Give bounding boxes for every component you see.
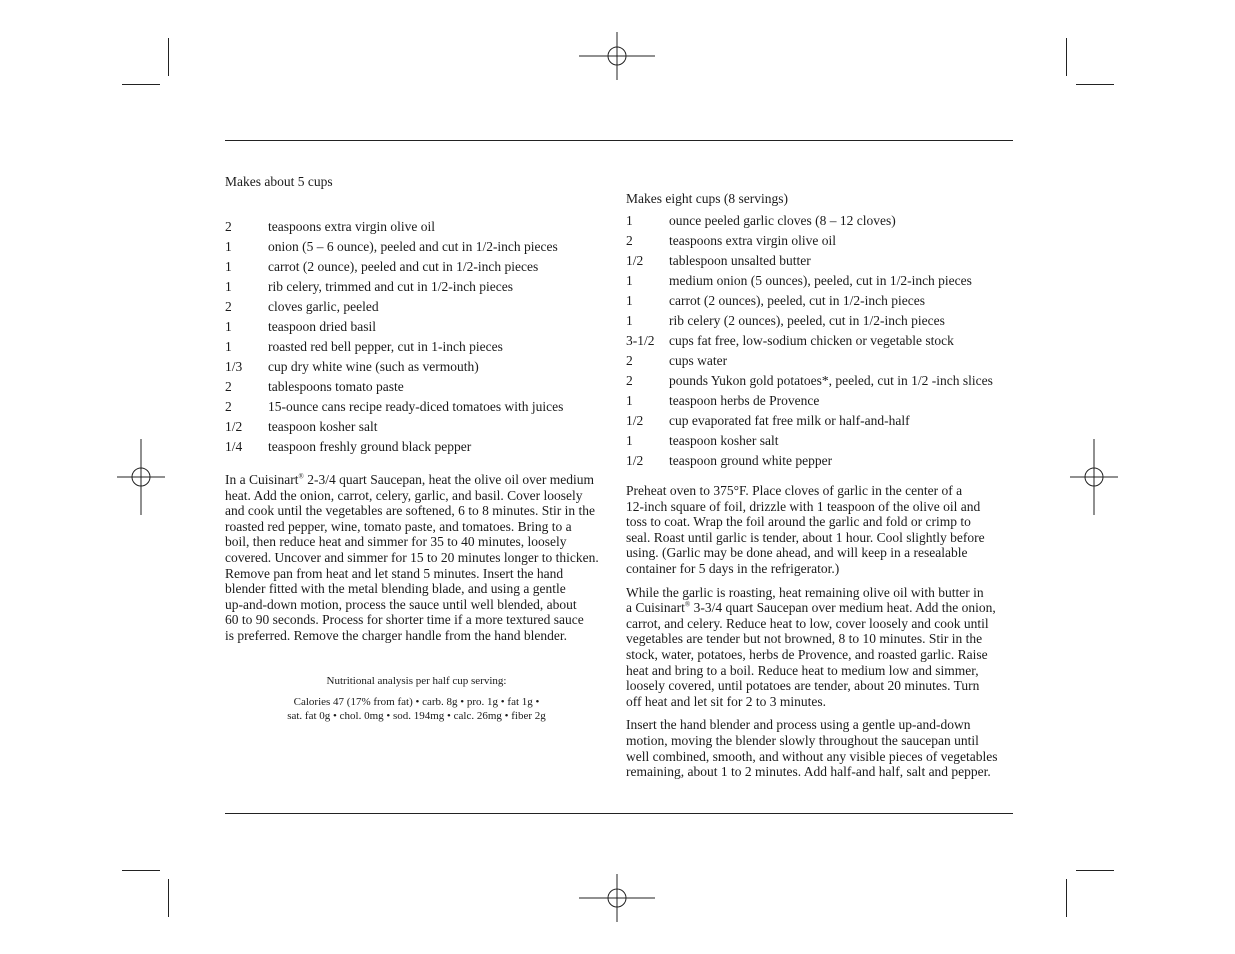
ingredient-item: cups water xyxy=(669,353,728,368)
ingredient-row xyxy=(225,397,615,417)
ingredient-item: cups fat free, low-sodium chicken or vegetable stock xyxy=(669,333,954,348)
ingredient-qty: 1 xyxy=(225,319,232,334)
ingredient-row xyxy=(225,357,615,377)
nutrition-heading: Nutritional analysis per half cup serving: xyxy=(326,675,507,687)
nutrition-line: Calories 47 (17% from fat) • carb. 8g • pro. 1g • fat 1g • xyxy=(293,696,540,708)
text-line: 12-inch square of foil, drizzle with 1 teaspoon of the olive oil and xyxy=(626,498,981,514)
ingredient-row xyxy=(225,417,615,437)
ingredient-item: teaspoon herbs de Provence xyxy=(669,393,820,408)
ingredient-qty: 2 xyxy=(626,233,633,248)
ingredient-qty: 1/3 xyxy=(225,359,243,374)
ingredient-qty: 1 xyxy=(225,279,232,294)
text-line: carrot, and celery. Reduce heat to low, cover loosely and cook until xyxy=(626,615,989,631)
crop-mark xyxy=(122,84,160,85)
registration-mark-icon xyxy=(103,439,179,515)
ingredient-qty: 3-1/2 xyxy=(626,333,655,348)
ingredient-qty: 1 xyxy=(626,433,633,448)
text-line: Remove pan from heat and let stand 5 minutes. Insert the hand xyxy=(225,565,564,581)
text-line: 2-3/4 quart Saucepan, heat the olive oil over medium xyxy=(303,472,594,487)
ingredient-qty: 1/4 xyxy=(225,439,243,454)
ingredient-qty: 1 xyxy=(626,293,633,308)
ingredient-item: tablespoon unsalted butter xyxy=(669,253,811,268)
ingredient-qty: 1/2 xyxy=(626,453,644,468)
ingredient-item: teaspoon ground white pepper xyxy=(669,453,833,468)
ingredient-row xyxy=(225,377,615,397)
text-line: motion, moving the blender slowly throughout the saucepan until xyxy=(626,732,979,748)
ingredient-item: medium onion (5 ounces), peeled, cut in 1/2-inch pieces xyxy=(669,273,972,288)
ingredient-row xyxy=(225,237,615,257)
text-span: a Cuisinart xyxy=(626,600,685,616)
ingredient-row xyxy=(225,217,615,237)
ingredient-row xyxy=(626,451,1021,471)
right-paragraph-1 xyxy=(626,483,1021,577)
text-line: vegetables are tender but not browned, 8 to 10 minutes. Stir in the xyxy=(626,631,983,647)
bottom-rule xyxy=(225,813,1013,814)
text-line: stock, water, potatoes, herbs de Provence, and roasted garlic. Raise xyxy=(626,646,988,662)
ingredient-qty: 1 xyxy=(225,259,232,274)
ingredient-qty: 2 xyxy=(225,299,232,314)
registered-mark: ® xyxy=(298,472,304,481)
ingredient-item: rib celery, trimmed and cut in 1/2-inch pieces xyxy=(268,279,514,294)
ingredient-row xyxy=(225,437,615,457)
right-yield: Makes eight cups (8 servings) xyxy=(626,191,788,206)
ingredient-item: rib celery (2 ounces), peeled, cut in 1/2-inch pieces xyxy=(669,313,945,328)
top-rule xyxy=(225,140,1013,141)
ingredient-item: tablespoons tomato paste xyxy=(268,379,404,394)
ingredient-item: roasted red bell pepper, cut in 1-inch pieces xyxy=(268,339,503,354)
ingredient-item: cup evaporated fat free milk or half-and-half xyxy=(669,413,910,428)
ingredient-qty: 2 xyxy=(225,399,232,414)
right-paragraph-3 xyxy=(626,717,1021,779)
ingredient-item: teaspoons extra virgin olive oil xyxy=(268,219,435,234)
ingredient-row xyxy=(626,431,1021,451)
ingredient-item: teaspoons extra virgin olive oil xyxy=(669,233,836,248)
ingredient-item: teaspoon kosher salt xyxy=(669,433,779,448)
ingredient-row xyxy=(626,391,1021,411)
ingredient-qty: 1/2 xyxy=(225,419,243,434)
left-instructions xyxy=(225,472,615,644)
ingredient-row xyxy=(626,371,1021,391)
ingredient-row xyxy=(626,351,1021,371)
text-line: heat. Add the onion, carrot, celery, garlic, and basil. Cover loosely xyxy=(225,487,583,503)
text-line: seal. Roast until garlic is tender, about 1 hour. Cool slightly before xyxy=(626,529,985,545)
crop-mark xyxy=(1076,870,1114,871)
right-paragraph-2 xyxy=(626,585,1021,710)
text-line: up-and-down motion, process the sauce until well blended, about xyxy=(225,596,577,612)
ingredient-row xyxy=(225,277,615,297)
ingredient-row xyxy=(626,211,1021,231)
text-span: 3-3/4 quart Saucepan over medium heat. Add the onion, xyxy=(690,600,996,616)
text-line: off heat and let sit for 2 to 3 minutes. xyxy=(626,693,826,709)
ingredient-item: carrot (2 ounce), peeled and cut in 1/2-inch pieces xyxy=(268,259,539,274)
ingredient-item: 15-ounce cans recipe ready-diced tomatoes with juices xyxy=(268,399,564,414)
text-line: roasted red pepper, wine, tomato paste, and tomatoes. Bring to a xyxy=(225,518,572,534)
text-line: heat and bring to a boil. Reduce heat to medium low and simmer, xyxy=(626,662,979,678)
ingredient-item: teaspoon dried basil xyxy=(268,319,376,334)
text-line: loosely covered, until potatoes are tender, about 20 minutes. Turn xyxy=(626,678,980,694)
text-span: In a Cuisinart xyxy=(225,472,299,487)
text-line: boil, then reduce heat and simmer for 35 to 40 minutes, loosely xyxy=(225,534,567,550)
left-ingredient-list xyxy=(225,217,615,457)
ingredient-row xyxy=(225,257,615,277)
right-paragraph-2-text xyxy=(626,616,989,709)
text-line: Preheat oven to 375°F. Place cloves of garlic in the center of a xyxy=(626,483,963,498)
ingredient-row xyxy=(626,251,1021,271)
crop-mark xyxy=(1076,84,1114,85)
crop-mark xyxy=(168,38,169,76)
ingredient-qty: 1 xyxy=(626,393,633,408)
ingredient-item: teaspoon freshly ground black pepper xyxy=(268,439,472,454)
ingredient-item: cup dry white wine (such as vermouth) xyxy=(268,359,479,374)
ingredient-row xyxy=(626,311,1021,331)
registration-mark-icon xyxy=(579,860,655,936)
crop-mark xyxy=(168,879,169,917)
crop-mark xyxy=(1066,38,1067,76)
crop-mark xyxy=(1066,879,1067,917)
text-line: is preferred. Remove the charger handle from the hand blender. xyxy=(225,627,567,643)
ingredient-row xyxy=(626,231,1021,251)
ingredient-qty: 1 xyxy=(626,313,633,328)
ingredient-row xyxy=(626,271,1021,291)
left-recipe xyxy=(225,172,615,644)
ingredient-qty: 2 xyxy=(626,373,633,388)
ingredient-qty: 1 xyxy=(225,339,232,354)
registration-mark-icon xyxy=(579,18,655,94)
crop-mark xyxy=(122,870,160,871)
text-line: remaining, about 1 to 2 minutes. Add half-and half, salt and pepper. xyxy=(626,764,991,780)
text-span: While the garlic is roasting, heat remaining olive oil with butter in xyxy=(626,584,984,600)
ingredient-qty: 2 xyxy=(626,353,633,368)
ingredient-qty: 1/2 xyxy=(626,253,644,268)
right-recipe xyxy=(626,189,1021,780)
ingredient-item: ounce peeled garlic cloves (8 – 12 cloves) xyxy=(669,213,896,228)
registration-mark-icon xyxy=(1056,439,1132,515)
ingredient-item: onion (5 – 6 ounce), peeled and cut in 1/2-inch pieces xyxy=(268,239,558,254)
left-yield: Makes about 5 cups xyxy=(225,174,333,189)
text-line: 60 to 90 seconds. Process for shorter time if a more textured sauce xyxy=(225,612,584,628)
ingredient-item: teaspoon kosher salt xyxy=(268,419,378,434)
left-instructions-text xyxy=(225,472,599,643)
ingredient-row xyxy=(626,331,1021,351)
ingredient-qty: 2 xyxy=(225,379,232,394)
registered-mark: ® xyxy=(684,600,691,609)
nutrition-line: sat. fat 0g • chol. 0mg • sod. 194mg • calc. 26mg • fiber 2g xyxy=(287,710,546,722)
right-ingredient-list xyxy=(626,211,1021,471)
ingredient-qty: 2 xyxy=(225,219,232,234)
text-line: blender fitted with the metal blending blade, and using a gentle xyxy=(225,581,566,597)
ingredient-qty: 1 xyxy=(225,239,232,254)
ingredient-qty: 1/2 xyxy=(626,413,644,428)
ingredient-item: carrot (2 ounces), peeled, cut in 1/2-inch pieces xyxy=(669,293,926,308)
ingredient-item: cloves garlic, peeled xyxy=(268,299,379,314)
text-line: well combined, smooth, and without any visible pieces of vegetables xyxy=(626,748,998,764)
ingredient-row xyxy=(225,297,615,317)
text-line: Insert the hand blender and process using a gentle up-and-down xyxy=(626,717,971,733)
nutrition-analysis xyxy=(225,674,608,723)
ingredient-row xyxy=(626,411,1021,431)
ingredient-qty: 1 xyxy=(626,273,633,288)
ingredient-item: pounds Yukon gold potatoes*, peeled, cut in 1/2 -inch slices xyxy=(669,373,993,388)
text-line: and cook until the vegetables are softened, 6 to 8 minutes. Stir in the xyxy=(225,503,596,519)
ingredient-qty: 1 xyxy=(626,213,633,228)
text-line: toss to coat. Wrap the foil around the garlic and fold or crimp to xyxy=(626,514,971,530)
text-line: using. (Garlic may be done ahead, and will keep in a resealable xyxy=(626,545,968,561)
text-line: covered. Uncover and simmer for 15 to 20 minutes longer to thicken. xyxy=(225,549,599,565)
ingredient-row xyxy=(225,337,615,357)
text-line: container for 5 days in the refrigerator.) xyxy=(626,560,840,576)
ingredient-row xyxy=(626,291,1021,311)
ingredient-row xyxy=(225,317,615,337)
